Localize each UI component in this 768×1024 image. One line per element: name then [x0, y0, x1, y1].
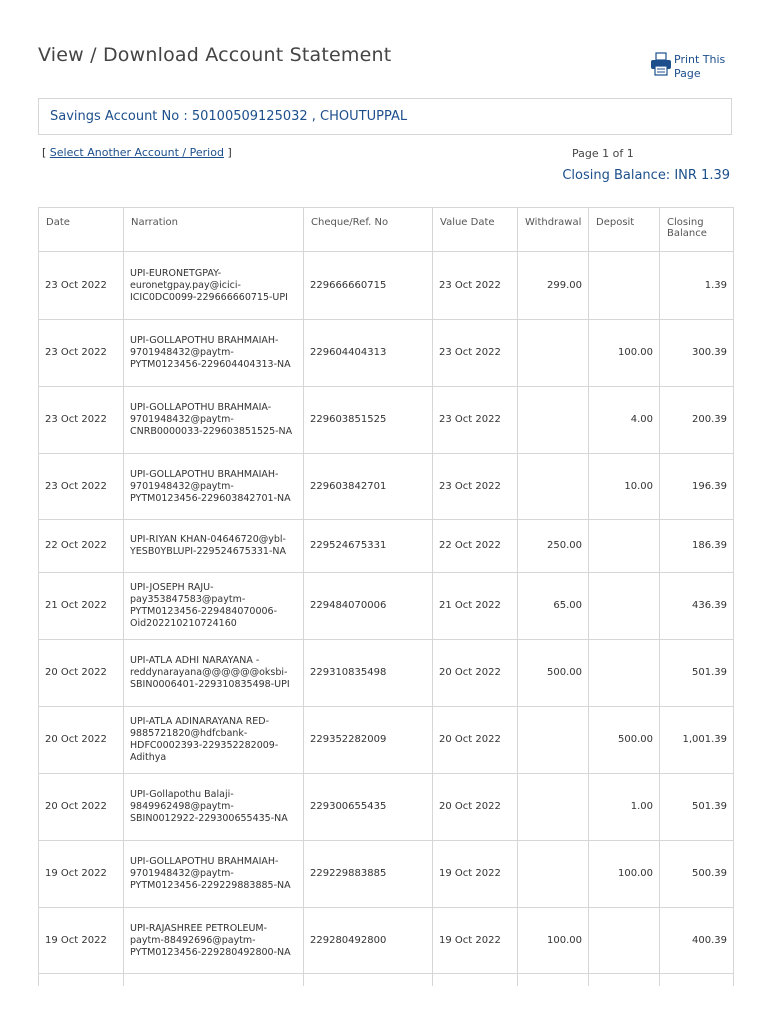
table-row	[39, 774, 734, 841]
cell-withdrawal	[518, 707, 589, 774]
cell-deposit	[589, 573, 660, 640]
table-row	[39, 707, 734, 774]
table-row	[39, 252, 734, 320]
cell-closing: 436.39	[660, 573, 734, 640]
cell-ref: 229280492800	[304, 908, 433, 974]
table-row	[39, 908, 734, 974]
cell-closing: 501.39	[660, 640, 734, 707]
print-page-link[interactable]	[650, 50, 740, 80]
cell-narration: UPI-Gollapothu Balaji-9849962498@paytm-SBIN0012922-229300655435-NA	[124, 774, 304, 841]
cell-empty	[589, 974, 660, 986]
table-row	[39, 520, 734, 573]
bracket-close: ]	[227, 146, 232, 159]
cell-value-date: 20 Oct 2022	[433, 774, 518, 841]
table-row	[39, 454, 734, 520]
table-row	[39, 387, 734, 454]
cell-closing: 186.39	[660, 520, 734, 573]
cell-date: 23 Oct 2022	[39, 454, 124, 520]
cell-deposit: 10.00	[589, 454, 660, 520]
table-header-row	[39, 208, 734, 252]
cell-narration: UPI-GOLLAPOTHU BRAHMAIAH-9701948432@paytm-PYTM0123456-229603842701-NA	[124, 454, 304, 520]
table-row	[39, 573, 734, 640]
cell-ref: 229603842701	[304, 454, 433, 520]
cell-withdrawal: 100.00	[518, 908, 589, 974]
cell-ref: 229229883885	[304, 841, 433, 908]
account-line: Savings Account No : 50100509125032 , CHOUTUPPAL	[50, 109, 408, 124]
header-closing: Closing Balance	[660, 208, 734, 252]
cell-ref: 229604404313	[304, 320, 433, 387]
header-ref: Cheque/Ref. No	[304, 208, 433, 252]
cell-value-date: 23 Oct 2022	[433, 252, 518, 320]
table-row-partial	[39, 974, 734, 986]
cell-narration: UPI-RAJASHREE PETROLEUM-paytm-88492696@paytm-PYTM0123456-229280492800-NA	[124, 908, 304, 974]
cell-withdrawal	[518, 320, 589, 387]
cell-empty	[660, 974, 734, 986]
cell-deposit: 4.00	[589, 387, 660, 454]
printer-icon	[650, 52, 672, 76]
cell-empty	[433, 974, 518, 986]
cell-narration: UPI-EURONETGPAY-euronetgpay.pay@icici-ICIC0DC0099-229666660715-UPI	[124, 252, 304, 320]
statement-table	[38, 207, 734, 986]
cell-closing: 1.39	[660, 252, 734, 320]
header-narration: Narration	[124, 208, 304, 252]
cell-date: 23 Oct 2022	[39, 387, 124, 454]
cell-deposit	[589, 520, 660, 573]
table-row	[39, 640, 734, 707]
cell-empty	[518, 974, 589, 986]
cell-narration: UPI-GOLLAPOTHU BRAHMAIA-9701948432@paytm-CNRB0000033-229603851525-NA	[124, 387, 304, 454]
table-row	[39, 841, 734, 908]
page-count: Page 1 of 1	[572, 147, 634, 160]
cell-value-date: 23 Oct 2022	[433, 320, 518, 387]
cell-deposit: 100.00	[589, 320, 660, 387]
cell-narration: UPI-GOLLAPOTHU BRAHMAIAH-9701948432@paytm-PYTM0123456-229229883885-NA	[124, 841, 304, 908]
header-withdrawal: Withdrawal	[518, 208, 589, 252]
page-title: View / Download Account Statement	[38, 44, 392, 66]
cell-narration: UPI-ATLA ADINARAYANA RED-9885721820@hdfcbank-HDFC0002393-229352282009-Adithya	[124, 707, 304, 774]
cell-withdrawal: 299.00	[518, 252, 589, 320]
cell-deposit	[589, 908, 660, 974]
cell-date: 20 Oct 2022	[39, 707, 124, 774]
header-date: Date	[39, 208, 124, 252]
cell-value-date: 19 Oct 2022	[433, 841, 518, 908]
cell-ref: 229666660715	[304, 252, 433, 320]
cell-value-date: 19 Oct 2022	[433, 908, 518, 974]
cell-narration: UPI-JOSEPH RAJU-pay353847583@paytm-PYTM0123456-229484070006-Oid202210210724160	[124, 573, 304, 640]
cell-empty	[39, 974, 124, 986]
cell-closing: 400.39	[660, 908, 734, 974]
cell-ref: 229524675331	[304, 520, 433, 573]
cell-date: 23 Oct 2022	[39, 320, 124, 387]
cell-value-date: 22 Oct 2022	[433, 520, 518, 573]
cell-withdrawal: 250.00	[518, 520, 589, 573]
cell-date: 21 Oct 2022	[39, 573, 124, 640]
cell-narration: UPI-ATLA ADHI NARAYANA -reddynarayana@@@@@@oksbi-SBIN0006401-229310835498-UPI	[124, 640, 304, 707]
header-deposit: Deposit	[589, 208, 660, 252]
cell-value-date: 20 Oct 2022	[433, 707, 518, 774]
cell-narration: UPI-GOLLAPOTHU BRAHMAIAH-9701948432@paytm-PYTM0123456-229604404313-NA	[124, 320, 304, 387]
cell-narration: UPI-RIYAN KHAN-04646720@ybl-YESB0YBLUPI-229524675331-NA	[124, 520, 304, 573]
cell-value-date: 20 Oct 2022	[433, 640, 518, 707]
cell-ref: 229300655435	[304, 774, 433, 841]
cell-date: 19 Oct 2022	[39, 841, 124, 908]
cell-closing: 1,001.39	[660, 707, 734, 774]
cell-ref: 229603851525	[304, 387, 433, 454]
cell-ref: 229310835498	[304, 640, 433, 707]
cell-closing: 196.39	[660, 454, 734, 520]
cell-deposit	[589, 640, 660, 707]
cell-withdrawal	[518, 454, 589, 520]
cell-closing: 300.39	[660, 320, 734, 387]
cell-ref: 229352282009	[304, 707, 433, 774]
account-info-box	[38, 98, 732, 135]
cell-date: 20 Oct 2022	[39, 774, 124, 841]
cell-ref: 229484070006	[304, 573, 433, 640]
cell-date: 20 Oct 2022	[39, 640, 124, 707]
cell-date: 23 Oct 2022	[39, 252, 124, 320]
cell-closing: 501.39	[660, 774, 734, 841]
print-page-label[interactable]: Print This Page	[674, 53, 726, 80]
cell-date: 19 Oct 2022	[39, 908, 124, 974]
table-row	[39, 320, 734, 387]
cell-deposit	[589, 252, 660, 320]
bracket-open: [	[42, 146, 47, 159]
cell-withdrawal	[518, 841, 589, 908]
cell-deposit: 500.00	[589, 707, 660, 774]
cell-value-date: 23 Oct 2022	[433, 387, 518, 454]
cell-deposit: 100.00	[589, 841, 660, 908]
cell-closing: 200.39	[660, 387, 734, 454]
cell-value-date: 23 Oct 2022	[433, 454, 518, 520]
cell-closing: 500.39	[660, 841, 734, 908]
select-account-period	[42, 146, 232, 159]
cell-withdrawal: 65.00	[518, 573, 589, 640]
cell-empty	[304, 974, 433, 986]
cell-withdrawal: 500.00	[518, 640, 589, 707]
closing-balance: Closing Balance: INR 1.39	[562, 168, 730, 183]
select-another-account-link[interactable]: Select Another Account / Period	[49, 146, 224, 159]
cell-empty	[124, 974, 304, 986]
cell-withdrawal	[518, 387, 589, 454]
cell-withdrawal	[518, 774, 589, 841]
cell-value-date: 21 Oct 2022	[433, 573, 518, 640]
cell-date: 22 Oct 2022	[39, 520, 124, 573]
cell-deposit: 1.00	[589, 774, 660, 841]
header-value-date: Value Date	[433, 208, 518, 252]
